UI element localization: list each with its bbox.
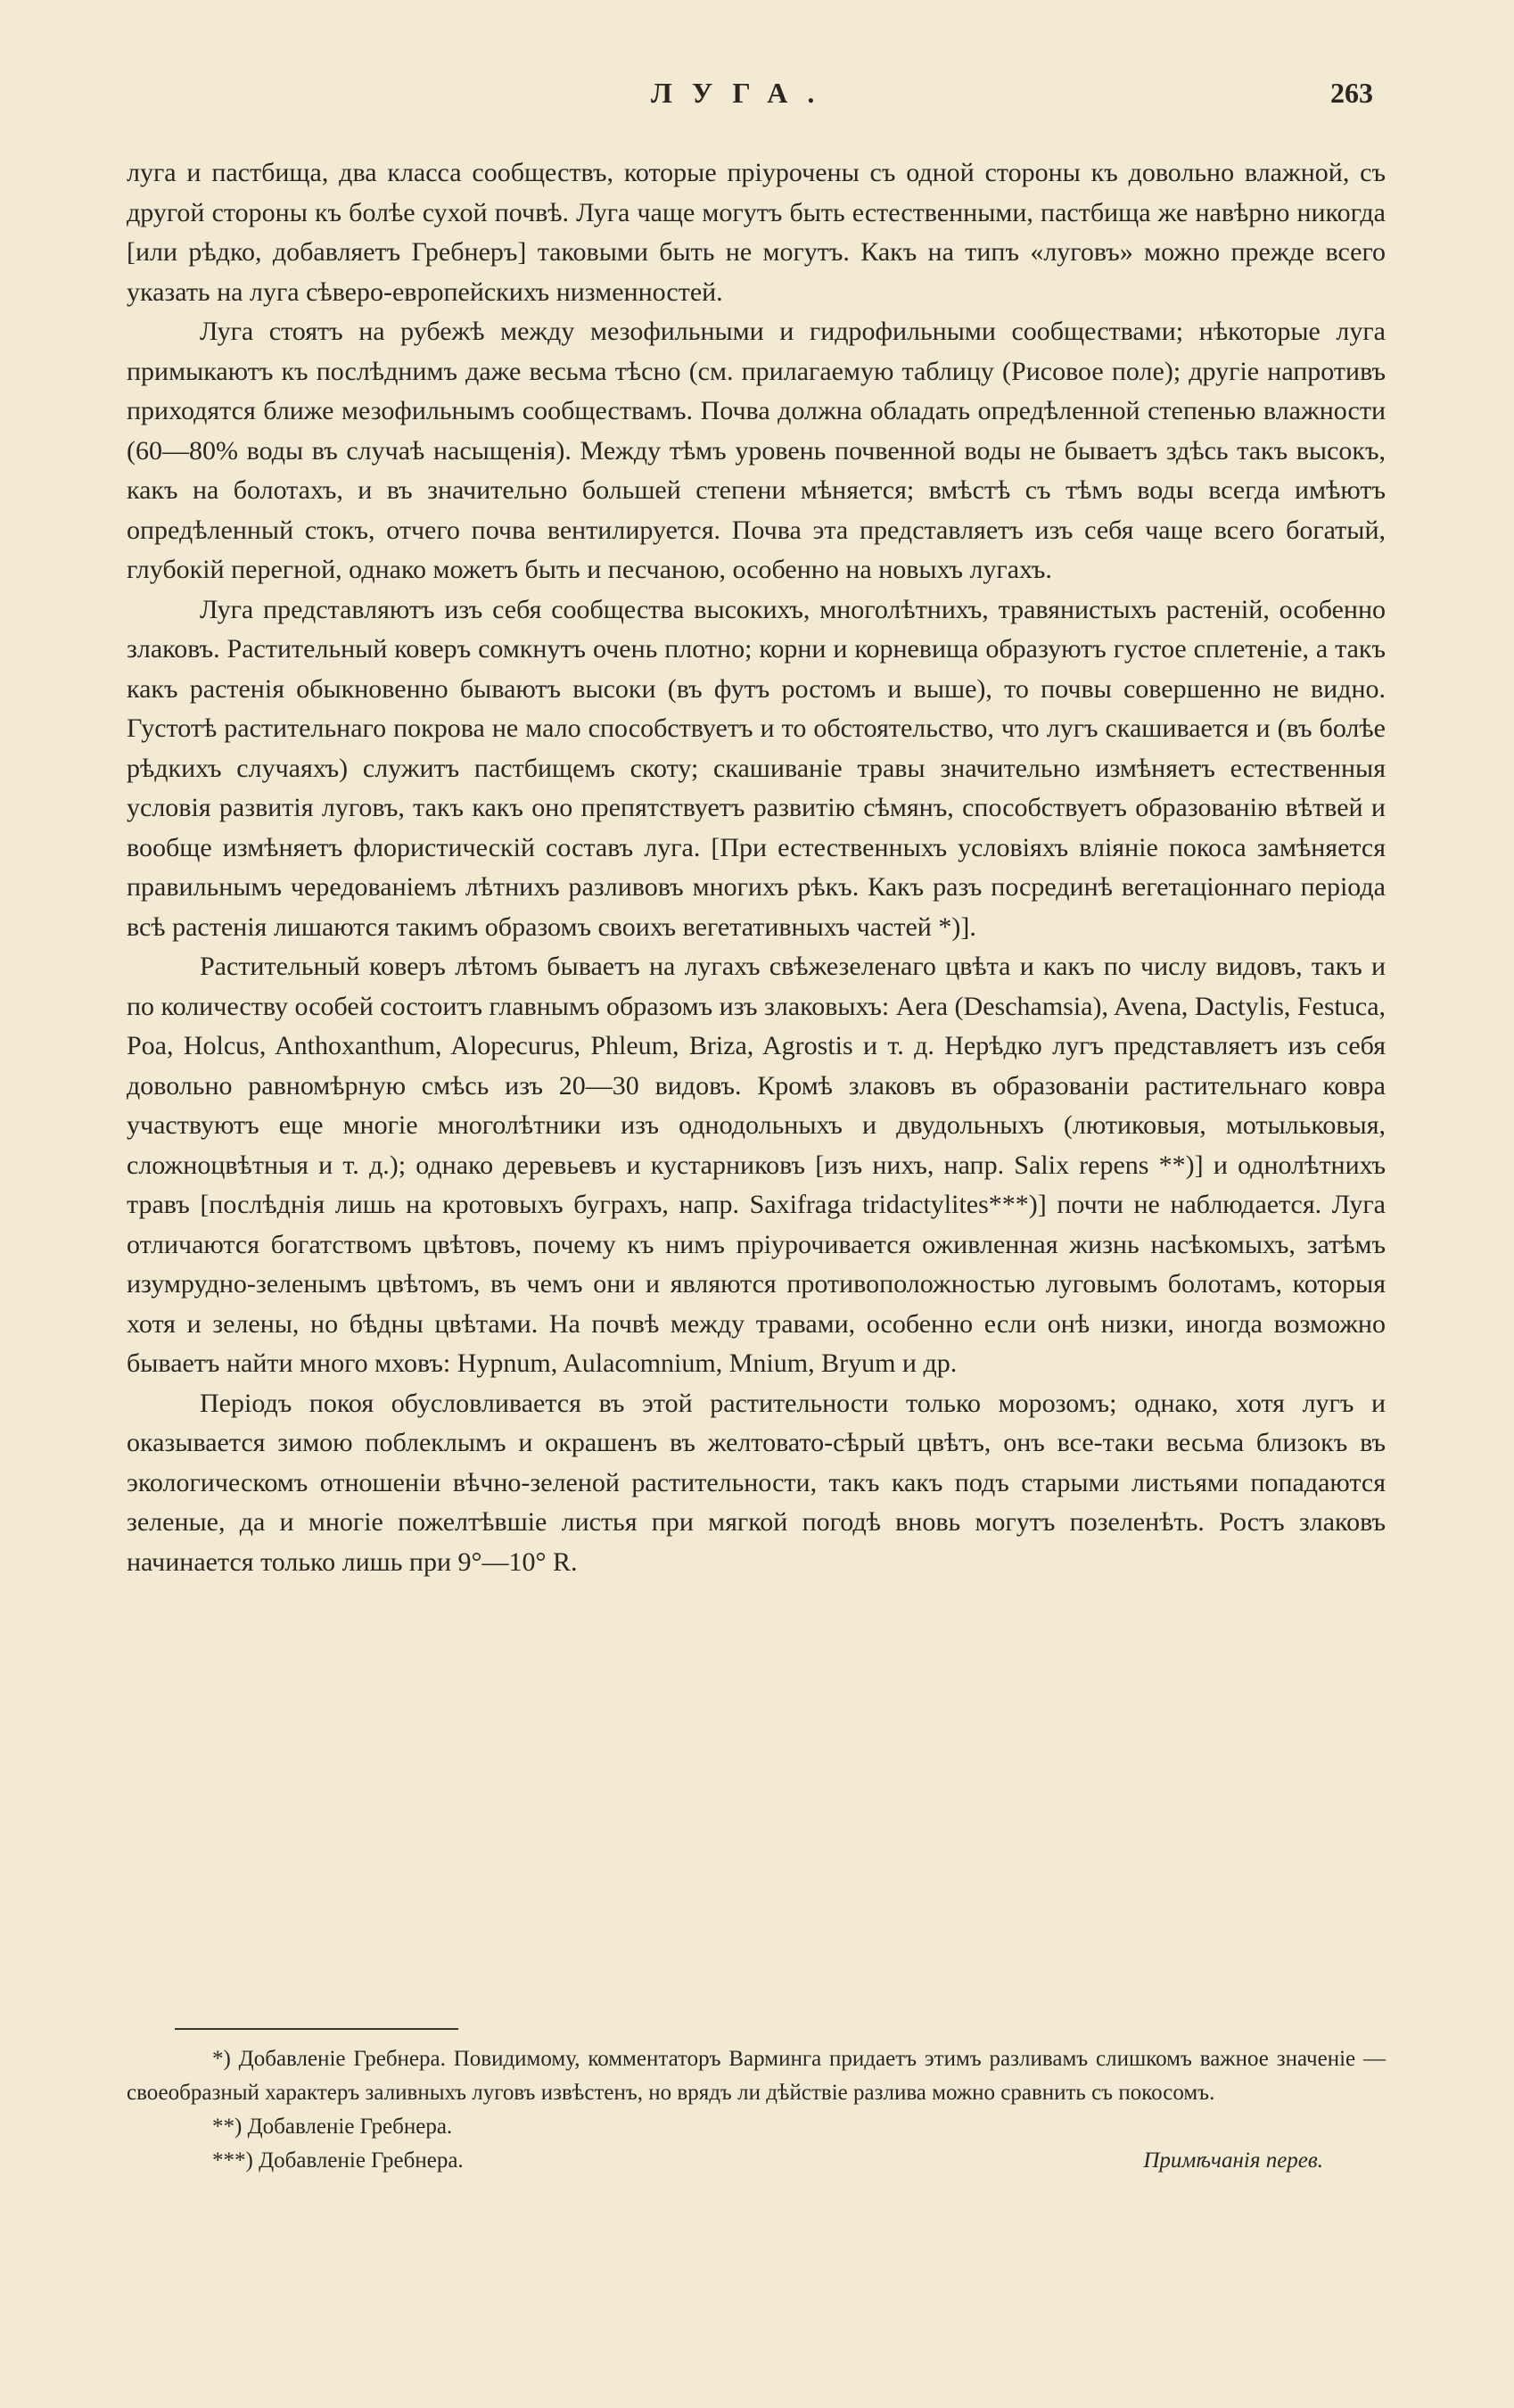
paragraph-1: луга и пастбища, два класса сообществъ, которые пріурочены съ одной стороны къ довольно влажной, съ другой стороны къ болѣе сухой почвѣ. Луга чаще могутъ быть естественными, пастбища же навѣрно никогда [или рѣдко, добавляетъ Гребнеръ] таковыми быть не могутъ. Какъ на типъ «луговъ» можно прежде всего указать на луга сѣверо-европейскихъ низменностей. [127,158,1386,307]
running-title: ЛУГА. [651,77,835,109]
body-text [127,153,1386,1582]
footnote-divider [175,2028,458,2030]
paragraph-3: Луга представляютъ изъ себя сообщества высокихъ, многолѣтнихъ, травянистыхъ растеній, особенно злаковъ. Растительный коверъ сомкнутъ очень плотно; корни и корневища образуютъ густое сплетеніе, а такъ какъ растенія обыкновенно бываютъ высоки (въ футъ ростомъ и выше), то почвы совершенно не видно. Густотѣ растительнаго покрова не мало способствуетъ и то обстоятельство, что лугъ скашивается и (въ болѣе рѣдкихъ случаяхъ) служитъ пастбищемъ скоту; скашиваніе травы значительно измѣняетъ естественныя условія развитія луговъ, такъ какъ оно препятствуетъ развитію сѣмянъ, способствуетъ образованію вѣтвей и вообще измѣняетъ флористическій составъ луга. [При естественныхъ условіяхъ вліяніе покоса замѣняется правильнымъ чередованіемъ лѣтнихъ разливовъ многихъ рѣкъ. Какъ разъ посрединѣ вегетаціоннаго періода всѣ растенія лишаются такимъ образомъ своихъ вегетативныхъ частей *)]. [127,594,1386,942]
paragraph-4: Растительный коверъ лѣтомъ бываетъ на лугахъ свѣжезеленаго цвѣта и какъ по числу видовъ, такъ и по количеству особей состоитъ главнымъ образомъ изъ злаковыхъ: Aera (Deschamsia), Avena, Dactylis, Festuca, Poa, Holcus, Anthoxanthum, Alopecurus, Phleum, Briza, Agrostis и т. д. Нерѣдко лугъ представляетъ изъ себя довольно равномѣрную смѣсь изъ 20—30 видовъ. Кромѣ злаковъ въ образованіи растительнаго ковра участвуютъ еще многіе многолѣтники изъ однодольныхъ и двудольныхъ (лютиковыя, мотыльковыя, сложноцвѣтныя и т. д.); однако деревьевъ и кустарниковъ [изъ нихъ, напр. Salix repens **)] и однолѣтнихъ травъ [послѣднія лишь на кротовыхъ буграхъ, напр. Saxifraga tridactylites***)] почти не наблюдается. Луга отличаются богатствомъ цвѣтовъ, почему къ нимъ пріурочивается оживленная жизнь насѣкомыхъ, затѣмъ изумрудно-зеленымъ цвѣтомъ, въ чемъ они и являются противоположностью луговымъ болотамъ, которыя хотя и зелены, но бѣдны цвѣтами. На почвѣ между травами, особенно если онѣ низки, иногда возможно бываетъ найти много мховъ: Hypnum, Aulacomnium, Mnium, Bryum и др. [127,952,1386,1378]
paragraph-2: Луга стоятъ на рубежѣ между мезофильными и гидрофильными сообществами; нѣкоторые луга примыкаютъ къ послѣднимъ даже весьма тѣсно (см. прилагаемую таблицу (Рисовое поле); другіе напротивъ приходятся ближе мезофильнымъ сообществамъ. Почва должна обладать опредѣленной степенью влажности (60—80% воды въ случаѣ насыщенія). Между тѣмъ уровень почвенной воды не бываетъ здѣсь такъ высокъ, какъ на болотахъ, и въ значительно большей степени мѣняется; вмѣстѣ съ тѣмъ воды всегда имѣютъ опредѣленный стокъ, отчего почва вентилируется. Почва эта представляетъ изъ себя чаще всего богатый, глубокій перегной, однако можетъ быть и песчаною, особенно на новыхъ лугахъ. [127,317,1386,584]
page-number: 263 [1330,77,1373,109]
footnotes [127,2042,1386,2178]
paragraph-5: Періодъ покоя обусловливается въ этой растительности только морозомъ; однако, хотя лугъ и оказывается зимою поблеклымъ и окрашенъ въ желтовато-сѣрый цвѣтъ, онъ все-таки весьма близокъ въ экологическомъ отношеніи вѣчно-зеленой растительности, такъ какъ подъ старыми листьями попадаются зеленые, да и многіе пожелтѣвшіе листья при мягкой погодѣ вновь могутъ позеленѣть. Ростъ злаковъ начинается только лишь при 9°—10° R. [127,1388,1386,1577]
footnote-3-line [127,2144,1386,2178]
footnote-1: *) Добавленіе Гребнера. Повидимому, комментаторъ Варминга придаетъ этимъ разливамъ слишкомъ важное значеніе — своеобразный характеръ заливныхъ луговъ извѣстенъ, но врядъ ли дѣйствіе разлива можно сравнить съ покосомъ. [127,2047,1386,2105]
footnote-2: **) Добавленіе Гребнера. [212,2115,453,2139]
page-header [0,77,1514,121]
footnote-3: ***) Добавленіе Гребнера. [212,2148,464,2173]
translator-note: Примѣчанія перев. [1143,2148,1323,2173]
